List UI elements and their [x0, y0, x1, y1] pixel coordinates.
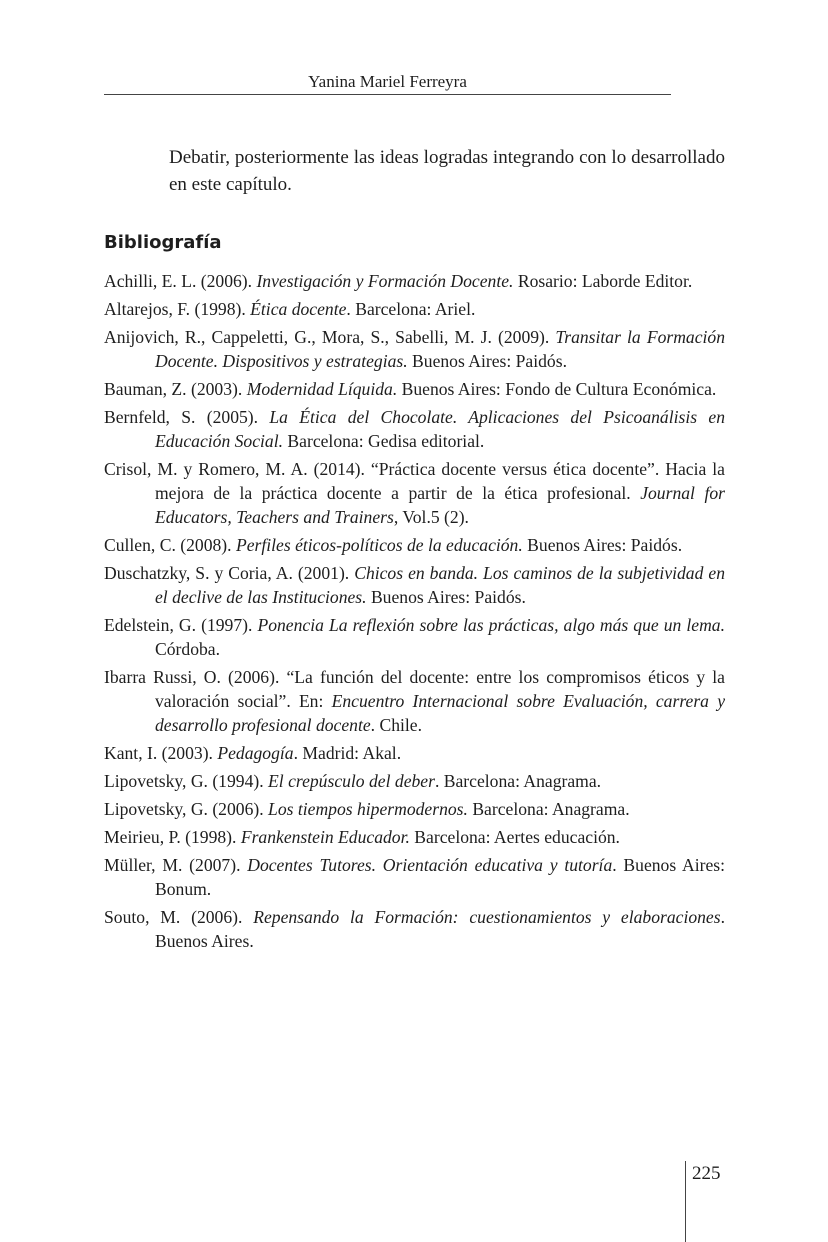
reference-author: Ibarra Russi, O. (2006). “La función del docente: entre los compromisos éticos y la valoración social”. En:	[104, 667, 725, 711]
reference-publisher: Buenos Aires: Fondo de Cultura Económica.	[397, 379, 717, 399]
reference-author: Bernfeld, S. (2005).	[104, 407, 270, 427]
reference-publisher: . Buenos Aires: Bonum.	[155, 855, 725, 899]
reference-title: Los tiempos hipermodernos.	[268, 799, 468, 819]
reference-entry	[104, 825, 725, 849]
reference-publisher: Buenos Aires: Paidós.	[522, 535, 683, 555]
reference-entry	[104, 797, 725, 821]
reference-title: Repensando la Formación: cuestionamientos y elaboraciones	[253, 907, 721, 927]
reference-title: Pedagogía	[217, 743, 294, 763]
reference-author: Edelstein, G. (1997).	[104, 615, 258, 635]
reference-author: Achilli, E. L. (2006).	[104, 271, 257, 291]
reference-entry	[104, 769, 725, 793]
reference-title: Encuentro Internacional sobre Evaluación, carrera y desarrollo profesional docente	[155, 691, 726, 735]
reference-entry	[104, 269, 725, 293]
reference-publisher: , Vol.5 (2).	[393, 507, 469, 527]
reference-author: Lipovetsky, G. (1994).	[104, 771, 269, 791]
reference-entry	[104, 613, 725, 661]
reference-title: Frankenstein Educador.	[240, 827, 410, 847]
reference-publisher: . Barcelona: Ariel.	[346, 299, 476, 319]
reference-author: Souto, M. (2006).	[104, 907, 254, 927]
reference-author: Altarejos, F. (1998).	[104, 299, 251, 319]
reference-title: Investigación y Formación Docente.	[256, 271, 514, 291]
reference-entry	[104, 665, 725, 737]
reference-author: Müller, M. (2007).	[104, 855, 248, 875]
reference-author: Lipovetsky, G. (2006).	[104, 799, 269, 819]
reference-title: Transitar la Formación Docente. Dispositivos y estrategias.	[155, 327, 726, 371]
reference-entry	[104, 561, 725, 609]
reference-title: La Ética del Chocolate. Aplicaciones del Psicoanálisis en Educación Social.	[155, 407, 725, 451]
bibliography-list	[104, 269, 725, 957]
reference-title: Ponencia La reflexión sobre las prácticas, algo más que un lema.	[257, 615, 725, 635]
reference-publisher: . Chile.	[370, 715, 422, 735]
reference-author: Meirieu, P. (1998).	[104, 827, 241, 847]
reference-author: Anijovich, R., Cappeletti, G., Mora, S., Sabelli, M. J. (2009).	[104, 327, 556, 347]
reference-publisher: Barcelona: Gedisa editorial.	[283, 431, 485, 451]
reference-entry	[104, 405, 725, 453]
intro-paragraph: Debatir, posteriormente las ideas logradas integrando con lo desarrollado en este capítulo.	[169, 147, 725, 195]
reference-title: Ética docente	[250, 299, 347, 319]
reference-publisher: . Madrid: Akal.	[293, 743, 402, 763]
reference-entry	[104, 297, 725, 321]
reference-entry	[104, 325, 725, 373]
reference-entry	[104, 533, 725, 557]
reference-title: El crepúsculo del deber	[268, 771, 435, 791]
reference-publisher: Córdoba.	[155, 639, 220, 659]
reference-entry	[104, 905, 725, 953]
page-number: 225	[692, 1163, 721, 1184]
reference-publisher: Buenos Aires: Paidós.	[407, 351, 567, 371]
reference-publisher: Barcelona: Anagrama.	[467, 799, 630, 819]
reference-publisher: . Barcelona: Anagrama.	[434, 771, 602, 791]
reference-title: Chicos en banda. Los caminos de la subjetividad en el declive de las Instituciones.	[155, 563, 726, 607]
bibliography-heading: Bibliografía	[104, 232, 222, 253]
reference-author: Cullen, C. (2008).	[104, 535, 236, 555]
reference-author: Bauman, Z. (2003).	[104, 379, 247, 399]
reference-author: Kant, I. (2003).	[104, 743, 218, 763]
reference-author: Duschatzky, S. y Coria, A. (2001).	[104, 563, 355, 583]
reference-title: Journal for Educators, Teachers and Trainers	[155, 483, 725, 527]
reference-publisher: Buenos Aires: Paidós.	[366, 587, 526, 607]
running-head: Yanina Mariel Ferreyra	[104, 72, 671, 95]
reference-title: Modernidad Líquida.	[246, 379, 398, 399]
reference-title: Docentes Tutores. Orientación educativa y tutoría	[247, 855, 613, 875]
reference-publisher: . Buenos Aires.	[155, 907, 725, 951]
reference-entry	[104, 377, 725, 401]
reference-publisher: Barcelona: Aertes educación.	[409, 827, 620, 847]
reference-entry	[104, 853, 725, 901]
reference-title: Perfiles éticos-políticos de la educación.	[235, 535, 523, 555]
reference-author: Crisol, M. y Romero, M. A. (2014). “Práctica docente versus ética docente”. Hacia la mejora de la práctica docente a partir de la ética profesional.	[104, 459, 725, 503]
reference-entry	[104, 457, 725, 529]
reference-entry	[104, 741, 725, 765]
reference-publisher: Rosario: Laborde Editor.	[513, 271, 693, 291]
